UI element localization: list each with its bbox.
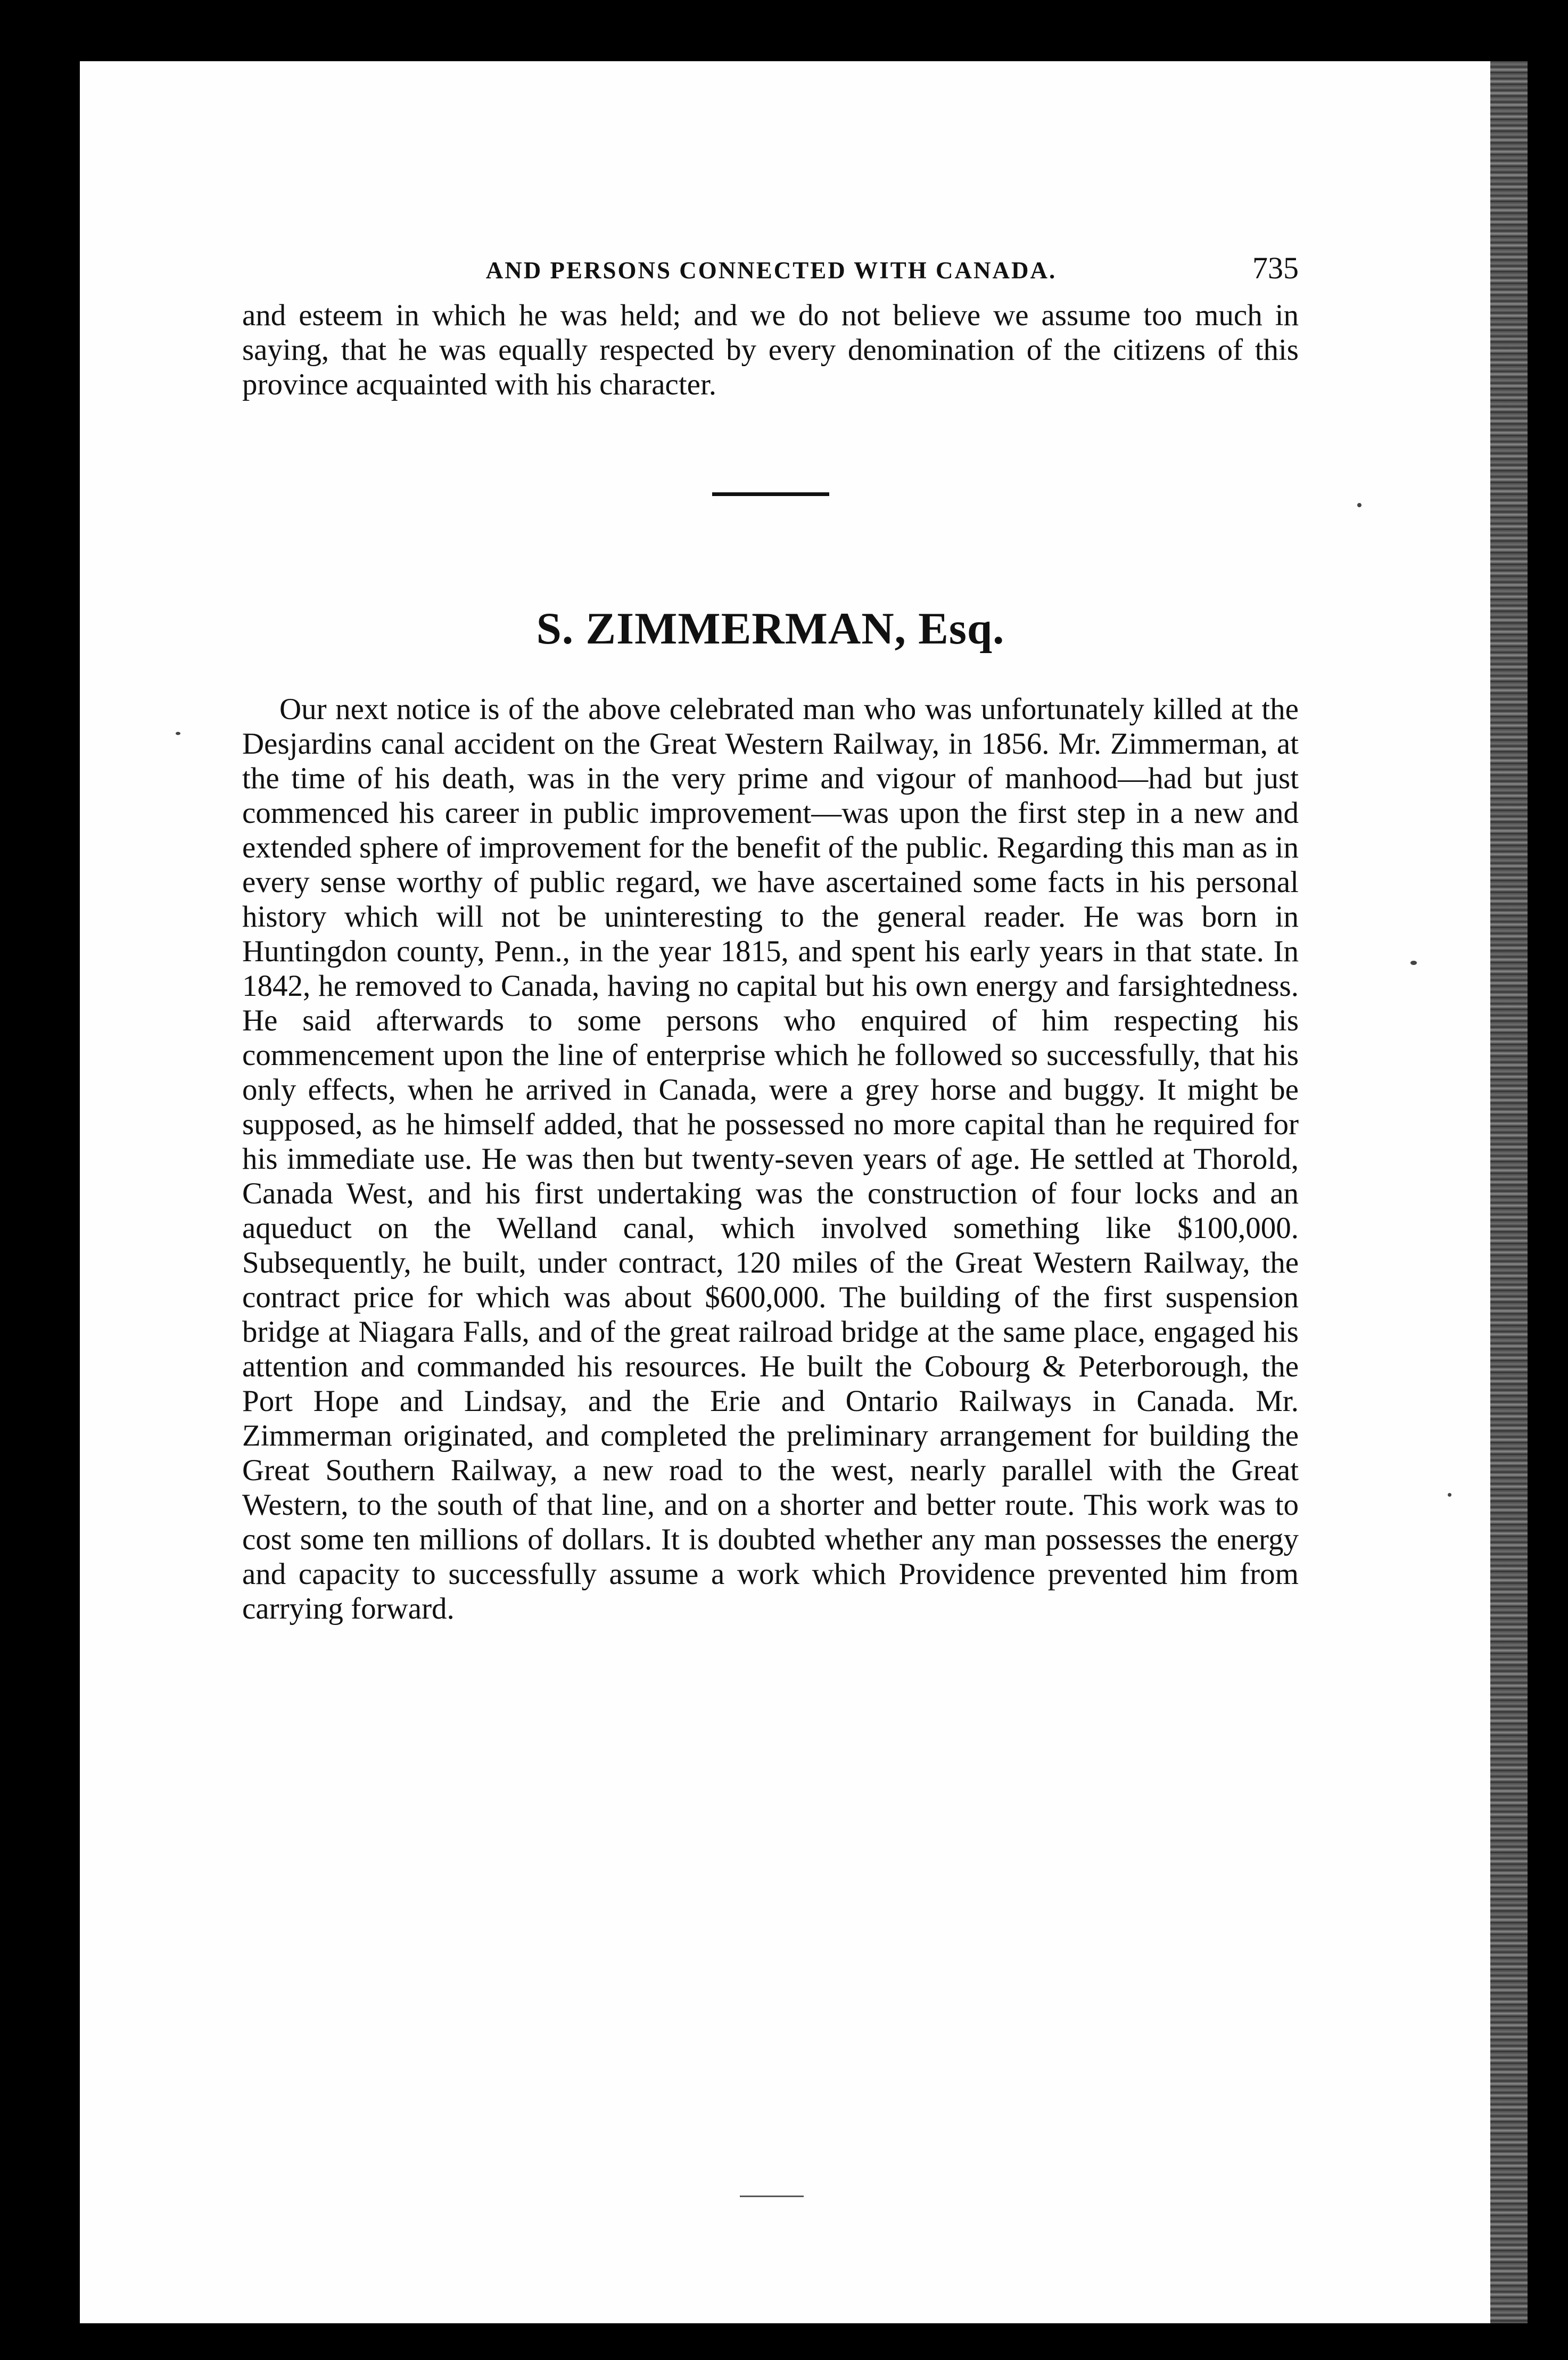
- book-page: [80, 61, 1528, 2323]
- running-title: AND PERSONS CONNECTED WITH CANADA.: [485, 257, 1057, 284]
- page-edge-shadow: [1490, 61, 1528, 2323]
- ink-speck: [1357, 503, 1361, 507]
- ink-speck: [1448, 1493, 1451, 1497]
- ink-speck: [1410, 961, 1417, 965]
- section-divider: [712, 492, 829, 496]
- page-header: [242, 250, 1299, 287]
- ink-speck: [176, 732, 180, 735]
- page-number: 735: [1252, 251, 1299, 285]
- article-body: Our next notice is of the above celebrated man who was unfortunately killed at the Desjardins canal accident on the Great Western Railway, in 1856. Mr. Zimmerman, at the time of his death, was in the very prime and vigour of manhood—had but just commenced his career in public improvement—was upon the first step in a new and extended sphere of improvement for the benefit of the public. Regarding this man as in every sense worthy of public regard, we have ascertained some facts in his personal history which will not be uninteresting to the general reader. He was born in Huntingdon county, Penn., in the year 1815, and spent his early years in that state. In 1842, he removed to Canada, having no capital but his own energy and farsightedness. He said afterwards to some persons who enquired of him respecting his commencement upon the line of enterprise which he followed so successfully, that his only effects, when he arrived in Canada, were a grey horse and buggy. It might be supposed, as he himself added, that he possessed no more capital than he required for his immediate use. He was then but twenty-seven years of age. He settled at Thorold, Canada West, and his first undertaking was the construction of four locks and an aqueduct on the Welland canal, which involved something like $100,000. Subsequently, he built, under contract, 120 miles of the Great Western Railway, the contract price for which was about $600,000. The building of the first suspension bridge at Niagara Falls, and of the great railroad bridge at the same place, engaged his attention and commanded his resources. He built the Cobourg & Peterborough, the Port Hope and Lindsay, and the Erie and Ontario Railways in Canada. Mr. Zimmerman originated, and completed the preliminary arrangement for building the Great Southern Railway, a new road to the west, nearly parallel with the Great Western, to the south of that line, and on a shorter and better route. This work was to cost some ten millions of dollars. It is doubted whether any man possesses the energy and capacity to successfully assume a work which Providence prevented him from carrying forward.: [242, 692, 1299, 1625]
- article-heading: S. ZIMMERMAN, Esq.: [536, 604, 1005, 654]
- footer-rule: [740, 2196, 804, 2197]
- continued-paragraph: and esteem in which he was held; and we do not believe we assume too much in saying, that he was equally respected by every denomination of the citizens of this province acquainted with his character.: [242, 299, 1299, 401]
- text-block: [242, 250, 1299, 1626]
